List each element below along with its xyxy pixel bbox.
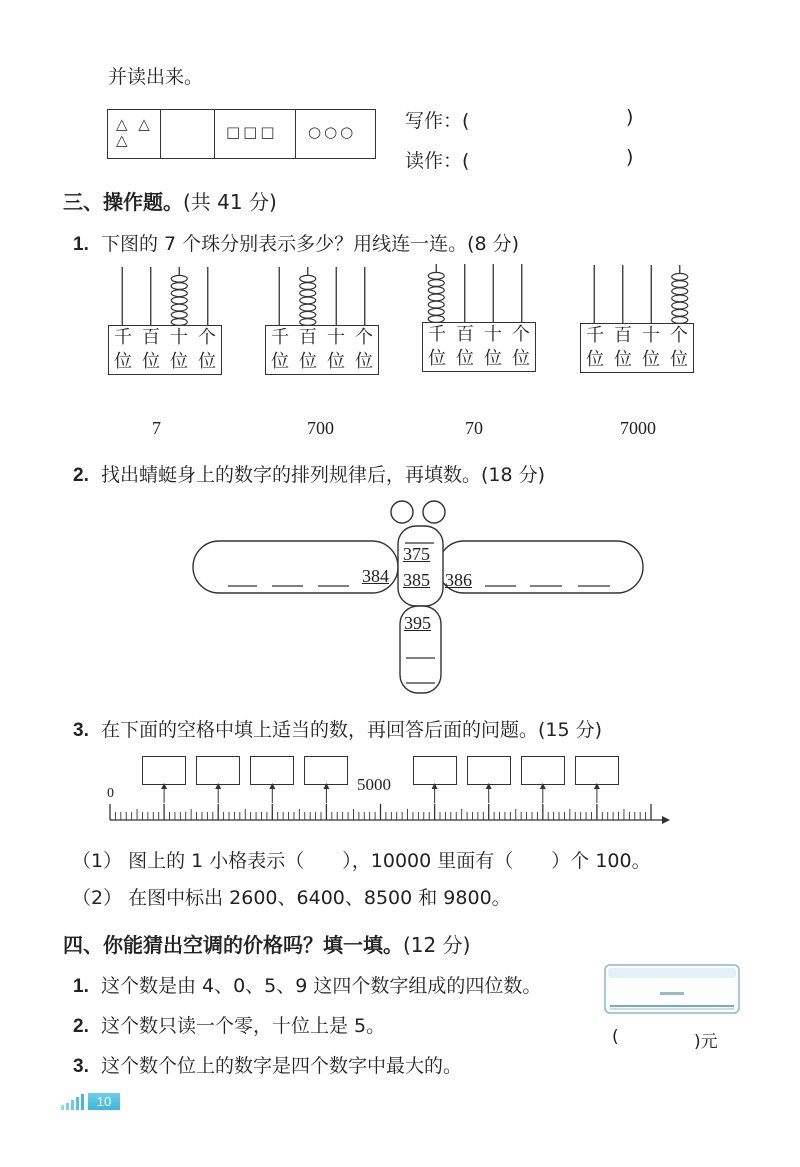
write-close: ) — [626, 106, 634, 128]
place-label-bottom: 位 — [586, 349, 604, 370]
place-label-bottom: 位 — [198, 351, 216, 372]
place-label-top: 十 — [170, 327, 188, 348]
air-conditioner-icon — [602, 962, 742, 1018]
place-label-bottom: 位 — [327, 351, 345, 372]
number-line-answer-box[interactable] — [575, 756, 619, 785]
number-line-answer-box[interactable] — [250, 756, 294, 785]
read-close: ) — [626, 146, 634, 168]
place-label-top: 个 — [512, 324, 530, 345]
place-label-bottom: 位 — [170, 351, 188, 372]
square-cell: □□□ — [226, 123, 278, 141]
circle-cell: ○○○ — [308, 123, 357, 141]
s4-item-1: 1. 这个数是由 4、0、5、9 这四个数字组成的四位数。 — [73, 975, 542, 997]
place-label-bottom: 位 — [670, 349, 688, 370]
place-label-top: 千 — [586, 325, 604, 346]
place-label-top: 个 — [198, 327, 216, 348]
q3-text: 3. 在下面的空格中填上适当的数，再回答后面的问题。(15 分) — [73, 719, 603, 741]
q3-sub1: （1） 图上的 1 小格表示（ ），10000 里面有（ ）个 100。 — [72, 850, 651, 872]
place-label-bottom: 位 — [271, 351, 289, 372]
place-label-top: 百 — [142, 327, 160, 348]
num-395: 395 — [404, 613, 431, 633]
q2-text: 2. 找出蜻蜓身上的数字的排列规律后，再填数。(18 分) — [73, 464, 546, 486]
num-375: 375 — [403, 544, 430, 564]
answer-700[interactable]: 700 — [307, 418, 334, 438]
triangle-cell: △ △ △ — [116, 115, 153, 149]
write-label: 写作：( — [405, 110, 470, 132]
num-385: 385 — [403, 570, 430, 590]
place-label-bottom: 位 — [142, 351, 160, 372]
number-line-answer-box[interactable] — [467, 756, 511, 785]
answer-7[interactable]: 7 — [152, 418, 161, 438]
place-label-top: 十 — [484, 324, 502, 345]
price-open: ( — [612, 1027, 619, 1047]
place-label-top: 个 — [670, 325, 688, 346]
answer-70[interactable]: 70 — [465, 418, 483, 438]
signal-bars-icon — [59, 1093, 91, 1111]
number-line-answer-box[interactable] — [413, 756, 457, 785]
place-label-bottom: 位 — [642, 349, 660, 370]
place-label-top: 十 — [642, 325, 660, 346]
place-label-bottom: 位 — [484, 348, 502, 369]
nl-5000: 5000 — [357, 775, 391, 794]
number-line-arrow — [662, 816, 670, 824]
place-label-top: 千 — [271, 327, 289, 348]
q3-sub2: （2） 在图中标出 2600、6400、8500 和 9800。 — [72, 887, 511, 909]
place-label-bottom: 位 — [355, 351, 373, 372]
intro-line: 并读出来。 — [108, 66, 204, 88]
place-label-top: 个 — [355, 327, 373, 348]
section3-title: 三、操作题。(共 41 分) — [63, 190, 277, 214]
s4-item-2: 2. 这个数只读一个零，十位上是 5。 — [73, 1015, 386, 1037]
q1-text: 1. 下图的 7 个珠分别表示多少？用线连一连。(8 分) — [73, 233, 520, 255]
page-number: 10 — [88, 1093, 120, 1110]
read-label: 读作：( — [405, 150, 470, 172]
number-line-answer-box[interactable] — [142, 756, 186, 785]
place-label-top: 百 — [614, 325, 632, 346]
num-384: 384 — [362, 566, 389, 586]
place-label-top: 百 — [456, 324, 474, 345]
answer-7000[interactable]: 7000 — [620, 418, 656, 438]
nl-zero: 0 — [107, 786, 114, 801]
price-close: )元 — [694, 1032, 718, 1052]
section4-title: 四、你能猜出空调的价格吗？填一填。(12 分) — [63, 933, 471, 957]
place-label-bottom: 位 — [614, 349, 632, 370]
place-label-top: 千 — [428, 324, 446, 345]
place-label-bottom: 位 — [456, 348, 474, 369]
place-label-bottom: 位 — [512, 348, 530, 369]
number-line-answer-box[interactable] — [196, 756, 240, 785]
place-label-bottom: 位 — [428, 348, 446, 369]
number-line-answer-box[interactable] — [521, 756, 565, 785]
number-line-answer-box[interactable] — [304, 756, 348, 785]
place-label-top: 百 — [299, 327, 317, 348]
place-label-bottom: 位 — [114, 351, 132, 372]
place-label-top: 千 — [114, 327, 132, 348]
place-label-top: 十 — [327, 327, 345, 348]
place-label-bottom: 位 — [299, 351, 317, 372]
num-386: 386 — [445, 570, 472, 590]
s4-item-3: 3. 这个数个位上的数字是四个数字中最大的。 — [73, 1055, 462, 1077]
